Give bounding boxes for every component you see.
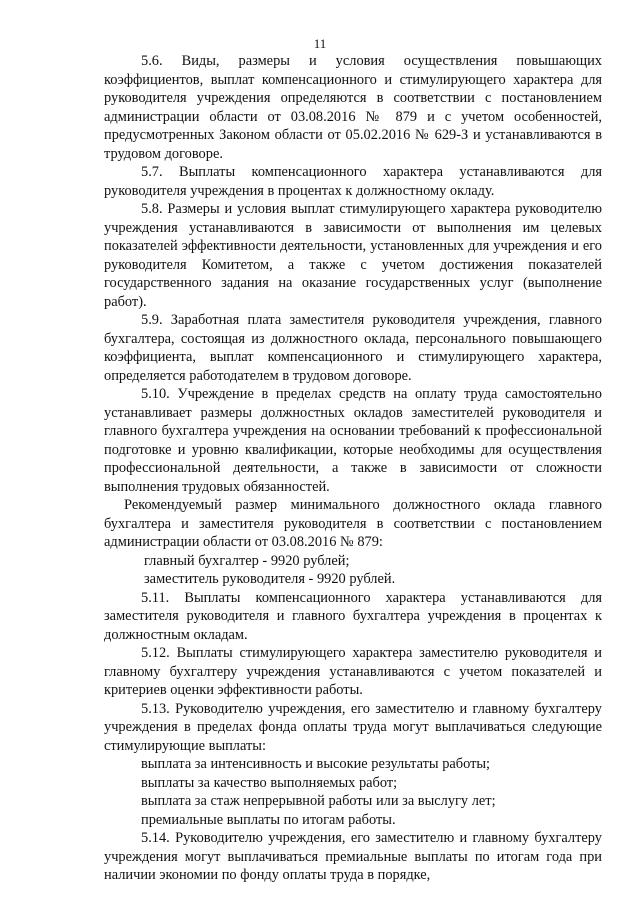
list-item-seniority-payment: выплата за стаж непрерывной работы или за выслугу лет; bbox=[141, 793, 496, 809]
list-item-quality-payment: выплаты за качество выполняемых работ; bbox=[141, 774, 398, 791]
list-item-intensity-payment: выплата за интенсивность и высокие результаты работы; bbox=[141, 756, 491, 772]
paragraph-5-14: 5.14. Руководителю учреждения, его заместителю и главному бухгалтеру учреждения могут выплачиваться премиальные выплаты по итогам года при наличии экономии по фонду оплаты труда в порядке, bbox=[104, 830, 602, 883]
paragraph-5-10: 5.10. Учреждение в пределах средств на оплату труда самостоятельно устанавливает размеры должностных окладов заместителей руководителя и главного бухгалтера учреждения на основании требований к профессиональной подготовке и уровню квалификации, которые необходимы для осуществления профессиональной деятельности, а также в зависимости от сложности выполнения трудовых обязанностей. bbox=[104, 386, 602, 495]
page-number: 11 bbox=[313, 36, 327, 51]
paragraph-5-6: 5.6. Виды, размеры и условия осуществления повышающих коэффициентов, выплат компенсационного и стимулирующего характера для руководителя учреждения определяются в соответствии с постановлением администрации области от 03.08.2016 № 879 и с учетом особенностей, предусмотренных Законом области от 05.02.2016 № 629-З и устанавливаются в трудовом договоре. bbox=[104, 53, 602, 162]
paragraph-5-9: 5.9. Заработная плата заместителя руководителя учреждения, главного бухгалтера, состоящая из должностного оклада, персонального повышающего коэффициента, выплат компенсационного и стимулирующего характера, определяется работодателем в трудовом договоре. bbox=[104, 312, 602, 384]
paragraph-5-7: 5.7. Выплаты компенсационного характера устанавливаются для руководителя учреждения в процентах к должностному окладу. bbox=[104, 164, 602, 199]
paragraph-5-13: 5.13. Руководителю учреждения, его заместителю и главному бухгалтеру учреждения в пределах фонда оплаты труда могут выплачиваться следующие стимулирующие выплаты: bbox=[104, 700, 602, 754]
document-body bbox=[104, 52, 602, 885]
paragraph-recommended-salary: Рекомендуемый размер минимального должностного оклада главного бухгалтера и заместителя руководителя в соответствии с постановлением администрации области от 03.08.2016 № 879: bbox=[104, 497, 602, 550]
list-item-deputy-head: заместитель руководителя - 9920 рублей. bbox=[144, 571, 396, 587]
list-item-bonus-payment: премиальные выплаты по итогам работы. bbox=[141, 811, 396, 828]
list-item-chief-accountant: главный бухгалтер - 9920 рублей; bbox=[144, 552, 350, 569]
paragraph-5-11: 5.11. Выплаты компенсационного характера устанавливаются для заместителя руководителя и главного бухгалтера учреждения в процентах к должностным окладам. bbox=[104, 589, 602, 643]
paragraph-5-8: 5.8. Размеры и условия выплат стимулирующего характера руководителю учреждения устанавливаются в зависимости от выполнения им целевых показателей эффективности деятельности, установленных для учреждения и его руководителя Комитетом, а также с учетом достижения показателей государственного задания на оказание государственных услуг (выполнение работ). bbox=[104, 201, 602, 310]
paragraph-5-12: 5.12. Выплаты стимулирующего характера заместителю руководителя и главному бухгалтеру учреждения устанавливаются с учетом показателей и критериев оценки эффективности работы. bbox=[104, 645, 602, 698]
